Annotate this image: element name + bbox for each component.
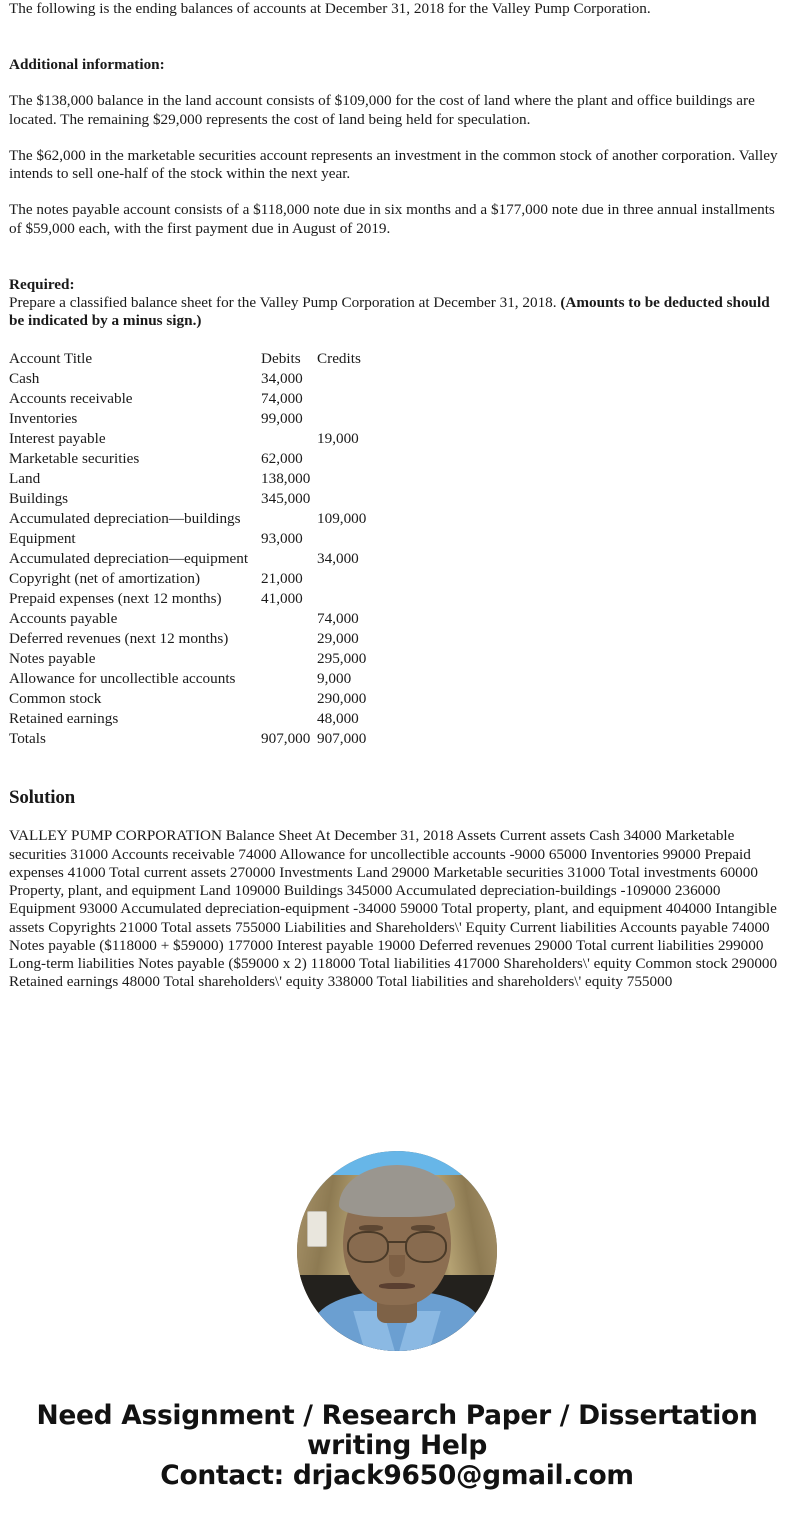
cell-credit	[317, 569, 437, 589]
table-body	[9, 369, 437, 749]
intro-paragraph: The following is the ending balances of accounts at December 31, 2018 for the Valley Pump Corporation.	[9, 0, 651, 17]
additional-info-paragraph-3: The notes payable account consists of a $118,000 note due in six months and a $177,000 note due in three annual installments of $59,000 each, with the first payment due in August of 2019.	[9, 201, 775, 237]
table-row	[9, 529, 437, 549]
eyeglasses-bridge-icon	[387, 1241, 407, 1243]
additional-info-paragraph-1: The $138,000 balance in the land account consists of $109,000 for the cost of land where the plant and office buildings are located. The remaining $29,000 represents the cost of land being held for speculation.	[9, 92, 755, 128]
table-row	[9, 469, 437, 489]
table-row	[9, 429, 437, 449]
required-instruction-text: Prepare a classified balance sheet for the Valley Pump Corporation at December 31, 2018.	[9, 294, 561, 312]
column-header-debits: Debits	[261, 349, 301, 367]
cell-debit: 41,000	[261, 589, 303, 607]
trial-balance-table	[9, 349, 437, 749]
cell-credit	[317, 449, 437, 469]
cell-account-title: Prepaid expenses (next 12 months)	[9, 589, 222, 607]
promo-footer	[9, 1401, 785, 1491]
cell-account-title: Accounts receivable	[9, 389, 133, 407]
cell-debit: 34,000	[261, 369, 303, 387]
table-row	[9, 609, 437, 629]
cell-account-title: Deferred revenues (next 12 months)	[9, 629, 229, 647]
spacer	[9, 331, 785, 349]
table-row	[9, 689, 437, 709]
cell-credit: 907,000	[317, 729, 367, 747]
cell-account-title: Interest payable	[9, 429, 106, 447]
cell-account-title: Accounts payable	[9, 609, 118, 627]
cell-account-title: Notes payable	[9, 649, 96, 667]
spacer	[9, 183, 785, 201]
cell-account-title: Equipment	[9, 529, 76, 547]
avatar-nose	[389, 1255, 405, 1277]
eyeglasses-icon	[347, 1231, 389, 1263]
spacer	[9, 809, 785, 827]
table-header-row	[9, 349, 437, 369]
cell-account-title: Inventories	[9, 409, 78, 427]
table-header	[9, 349, 437, 369]
cell-credit	[317, 389, 437, 409]
cell-credit	[317, 369, 437, 389]
cell-account-title: Marketable securities	[9, 449, 140, 467]
avatar-container	[9, 1151, 785, 1351]
cell-debit	[261, 629, 317, 649]
cell-credit: 290,000	[317, 689, 367, 707]
spacer	[9, 18, 785, 56]
cell-credit	[317, 409, 437, 429]
cell-debit: 907,000	[261, 729, 311, 747]
cell-debit: 138,000	[261, 469, 311, 487]
cell-debit: 345,000	[261, 489, 311, 507]
cell-debit	[261, 549, 317, 569]
solution-heading: Solution	[9, 786, 75, 808]
cell-credit	[317, 529, 437, 549]
cell-account-title: Allowance for uncollectible accounts	[9, 669, 236, 687]
table-row	[9, 389, 437, 409]
cell-credit	[317, 489, 437, 509]
table-row	[9, 509, 437, 529]
spacer	[9, 238, 785, 276]
cell-credit: 34,000	[317, 549, 359, 567]
promo-line-1: Need Assignment / Research Paper / Dissertation	[36, 1400, 758, 1432]
cell-debit	[261, 669, 317, 689]
cell-debit	[261, 649, 317, 669]
solution-body: VALLEY PUMP CORPORATION Balance Sheet At December 31, 2018 Assets Current assets Cash 34000 Marketable securities 31000 Accounts receivable 74000 Allowance for uncollectible accounts -9000 65000 Inventories 99000 Prepaid expenses 41000 Total current assets 270000 Investments Land 29000 Marketable securities 31000 Total investments 60000 Property, plant, and equipment Land 109000 Buildings 345000 Accumulated depreciation-buildings -109000 236000 Equipment 93000 Accumulated depreciation-equipment -34000 59000 Total property, plant, and equipment 404000 Intangible assets Copyrights 21000 Total assets 755000 Liabilities and Shareholders\' Equity Current liabilities Accounts payable 74000 Notes payable ($118000 + $59000) 177000 Interest payable 19000 Deferred revenues 29000 Total current liabilities 299000 Long-term liabilities Notes payable ($59000 x 2) 118000 Total liabilities 417000 Shareholders\' equity Common stock 290000 Retained earnings 48000 Total shareholders\' equity 338000 Total liabilities and shareholders\' equity 755000	[9, 827, 778, 991]
cell-debit	[261, 709, 317, 729]
cell-debit: 99,000	[261, 409, 303, 427]
required-instruction-emphasis: (Amounts to be deducted should be indicated by a minus sign.)	[9, 294, 770, 330]
additional-information-heading: Additional information:	[9, 56, 165, 74]
table-row	[9, 589, 437, 609]
cell-account-title: Buildings	[9, 489, 69, 507]
spacer	[9, 74, 785, 92]
table-row	[9, 649, 437, 669]
cell-debit	[261, 689, 317, 709]
avatar-background-switch	[307, 1211, 327, 1247]
cell-account-title: Totals	[9, 729, 46, 747]
cell-credit: 19,000	[317, 429, 359, 447]
cell-credit: 9,000	[317, 669, 352, 687]
table-row	[9, 489, 437, 509]
table-row	[9, 629, 437, 649]
cell-debit: 21,000	[261, 569, 303, 587]
cell-debit: 62,000	[261, 449, 303, 467]
table-row	[9, 709, 437, 729]
additional-info-paragraph-2: The $62,000 in the marketable securities account represents an investment in the common stock of another corporation. Valley intends to sell one-half of the stock within the next year.	[9, 146, 778, 183]
cell-account-title: Retained earnings	[9, 709, 119, 727]
cell-credit: 29,000	[317, 629, 359, 647]
promo-line-2: writing Help	[306, 1430, 488, 1462]
cell-account-title: Accumulated depreciation—buildings	[9, 509, 241, 527]
cell-account-title: Land	[9, 469, 41, 487]
eyeglasses-icon	[405, 1231, 447, 1263]
table-row	[9, 449, 437, 469]
cell-credit	[317, 469, 437, 489]
cell-debit	[261, 609, 317, 629]
table-row	[9, 669, 437, 689]
cell-credit: 74,000	[317, 609, 359, 627]
cell-credit: 48,000	[317, 709, 359, 727]
cell-account-title: Accumulated depreciation—equipment	[9, 549, 249, 567]
table-row	[9, 569, 437, 589]
promo-contact-line: Contact: drjack9650@gmail.com	[160, 1460, 634, 1492]
cell-credit: 295,000	[317, 649, 367, 667]
required-heading: Required:	[9, 275, 75, 293]
required-instruction	[9, 294, 785, 330]
table-row	[9, 369, 437, 389]
table-row-totals	[9, 729, 437, 749]
cell-credit	[317, 589, 437, 609]
table-row	[9, 549, 437, 569]
cell-debit	[261, 429, 317, 449]
column-header-account-title: Account Title	[9, 349, 93, 367]
spacer	[9, 129, 785, 147]
avatar	[297, 1151, 497, 1351]
cell-debit: 93,000	[261, 529, 303, 547]
cell-account-title: Copyright (net of amortization)	[9, 569, 201, 587]
cell-account-title: Common stock	[9, 689, 102, 707]
cell-account-title: Cash	[9, 369, 40, 387]
cell-debit	[261, 509, 317, 529]
table-row	[9, 409, 437, 429]
column-header-credits: Credits	[317, 349, 361, 367]
cell-credit: 109,000	[317, 509, 367, 527]
spacer	[9, 749, 785, 787]
cell-debit: 74,000	[261, 389, 303, 407]
